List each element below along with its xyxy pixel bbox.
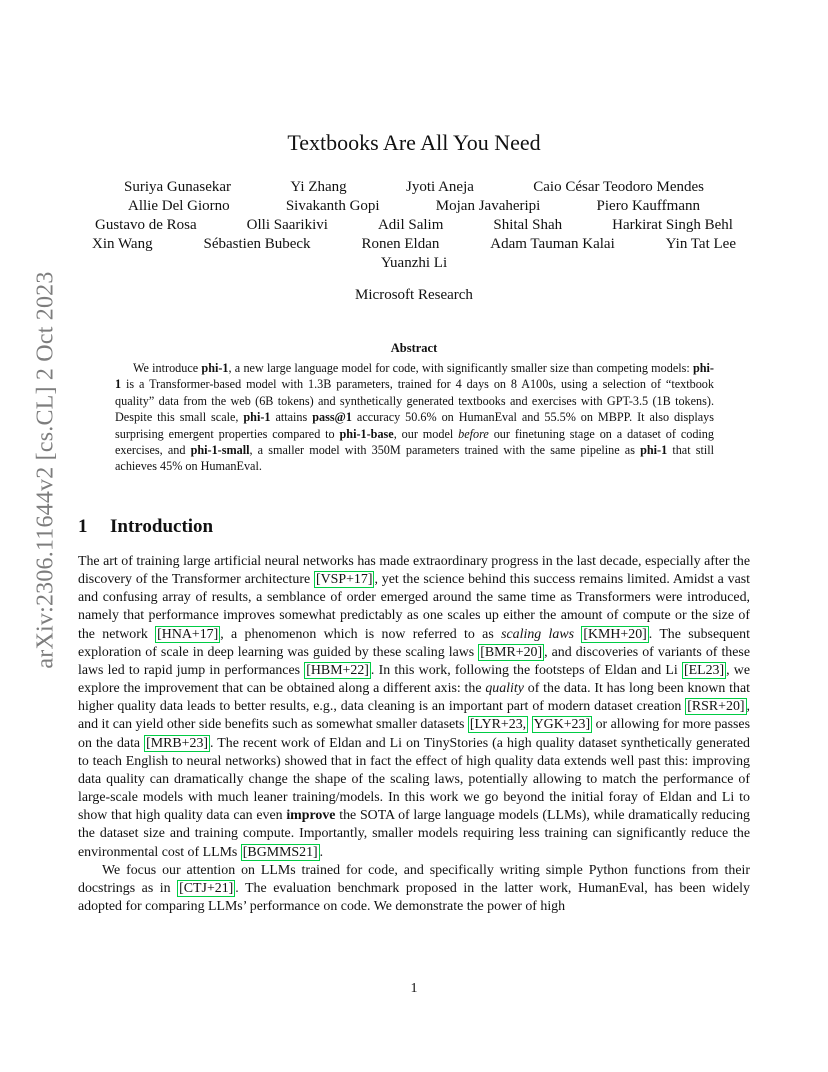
author-name: Xin Wang	[92, 236, 153, 252]
author-row-2	[128, 198, 700, 215]
metric-name: pass@1	[312, 410, 352, 425]
citation-link[interactable]: [HBM+22]	[306, 662, 369, 678]
citation-link[interactable]: [HNA+17]	[157, 626, 219, 642]
section-number: 1	[78, 516, 88, 537]
emphasis-text: before	[458, 426, 489, 441]
citation-link[interactable]: [EL23]	[683, 662, 725, 678]
page-number: 1	[410, 981, 418, 996]
model-name: phi-1-base	[339, 426, 394, 441]
intro-paragraph-2: We focus our attention on LLMs trained for code, and specifically writing simple Python functions from their docstrings as in [CTJ+21] . The evaluation benchmark proposed in the latter work, HumanEval, has been widely adopted for comparing LLMs’ performance on code. We demonstrate the power of high	[78, 862, 750, 914]
emphasis-text: scaling laws	[501, 626, 575, 642]
author-name: Sivakanth Gopi	[285, 198, 380, 214]
author-name: Shital Shah	[493, 217, 563, 233]
emphasis-text: improve	[286, 808, 336, 824]
author-name: Caio César Teodoro Mendes	[533, 179, 704, 195]
author-name: Gustavo de Rosa	[95, 217, 197, 233]
section-heading-introduction	[78, 516, 213, 538]
abstract-body: We introduce phi-1, a new large language model for code, with significantly smaller size than competing models: phi-1 is a Transformer-based model with 1.3B parameters, trained for 4 days on 8 A100s, using a selection of “textbook quality” data from the web (6B tokens) and synthetically generated textbooks and exercises with GPT-3.5 (1B tokens). Despite this small scale, phi-1 attains pass@1 accuracy 50.6% on HumanEval and 55.5% on MBPP. It also displays surprising emergent properties compared to phi-1-base, our model before our finetuning stage on a dataset of coding exercises, and phi-1-small, a smaller model with 350M parameters trained with the same pipeline as phi-1 that still achieves 45% on HumanEval.	[115, 361, 715, 474]
author-row-3	[95, 217, 733, 234]
author-name: Adil Salim	[377, 217, 444, 233]
citation-link[interactable]: [CTJ+21]	[179, 880, 234, 896]
citation-link[interactable]: YGK+23]	[533, 717, 591, 733]
author-name: Adam Tauman Kalai	[490, 236, 615, 252]
intro-paragraph-1: The art of training large artificial neural networks has made extraordinary progress in the last decade, especially after the discovery of the Transformer architecture [VSP+17] , yet the science behind this success remains limited. Amidst a vast and confusing array of results, a semblance of order emerged around the same time as Transformers were introduced, namely that performance improves somewhat predictably as one scales up either the amount of compute or the size of the network [HNA+17] , a phenomenon which is now referred to as scaling laws [KMH+20] . The subsequent exploration of scale in deep learning was guided by these scaling laws [BMR+20] , and discoveries of variants of these laws led to rapid jump in performances [HBM+22] . In this work, following the footsteps of Eldan and Li [EL23] , we explore the improvement that can be obtained along a different axis: the quality of the data. It has long been known that higher quality data leads to better results, e.g., data cleaning is an important part of modern dataset creation [RSR+20] , and it can yield other side benefits such as somewhat smaller datasets [LYR+23, YGK+23] or allowing for more passes on the data [MRB+23] . The recent work of Eldan and Li on TinyStories (a high quality dataset synthetically generated to teach English to neural networks) showed that in fact the effect of high quality data extends well past this: improving data quality can dramatically change the shape of the scaling laws, potentially allowing to match the performance of large-scale models with much leaner training/models. In this work we go beyond the initial foray of Eldan and Li to show that high quality data can even improve the SOTA of large language models (LLMs), while dramatically reducing the dataset size and training compute. Importantly, smaller models requiring less training can significantly reduce the environmental cost of LLMs [BGMMS21] .	[78, 554, 751, 860]
author-name: Yi Zhang	[290, 179, 347, 195]
paper-title: Textbooks Are All You Need	[287, 130, 541, 155]
author-row-5	[0, 255, 828, 272]
emphasis-text: quality	[485, 681, 524, 697]
author-name: Harkirat Singh Behl	[612, 217, 733, 233]
arxiv-identifier-text: arXiv:2306.11644v2 [cs.CL] 2 Oct 2023	[32, 271, 59, 669]
model-name: phi-1	[201, 361, 229, 375]
author-row-4	[92, 236, 736, 253]
abstract-heading: Abstract	[390, 341, 438, 355]
author-name: Olli Saarikivi	[246, 217, 328, 233]
author-name: Piero Kauffmann	[596, 198, 700, 214]
citation-link[interactable]: [RSR+20]	[687, 699, 745, 715]
author-name: Jyoti Aneja	[406, 179, 474, 195]
model-name: phi-1	[640, 443, 668, 458]
citation-link[interactable]: [KMH+20]	[583, 626, 647, 642]
affiliation: Microsoft Research	[355, 287, 473, 303]
citation-link[interactable]: [MRB+23]	[146, 735, 209, 751]
introduction-body	[78, 553, 750, 916]
author-row-1	[124, 179, 704, 196]
model-name: phi-1	[243, 410, 271, 425]
citation-link[interactable]: [BMR+20]	[480, 644, 543, 660]
citation-link[interactable]: [VSP+17]	[315, 572, 373, 588]
citation-link[interactable]: [BGMMS21]	[242, 844, 318, 860]
model-name: phi-1-small	[190, 443, 250, 458]
section-title: Introduction	[110, 516, 214, 537]
author-name: Suriya Gunasekar	[124, 179, 232, 195]
author-name: Yin Tat Lee	[665, 236, 736, 252]
author-name: Allie Del Giorno	[128, 198, 230, 214]
model-name: phi-1	[115, 361, 714, 392]
author-name: Yuanzhi Li	[380, 255, 448, 271]
citation-link[interactable]: [LYR+23,	[469, 717, 527, 733]
author-name: Mojan Javaheripi	[435, 198, 541, 214]
author-name: Sébastien Bubeck	[203, 236, 311, 252]
author-name: Ronen Eldan	[361, 236, 440, 252]
